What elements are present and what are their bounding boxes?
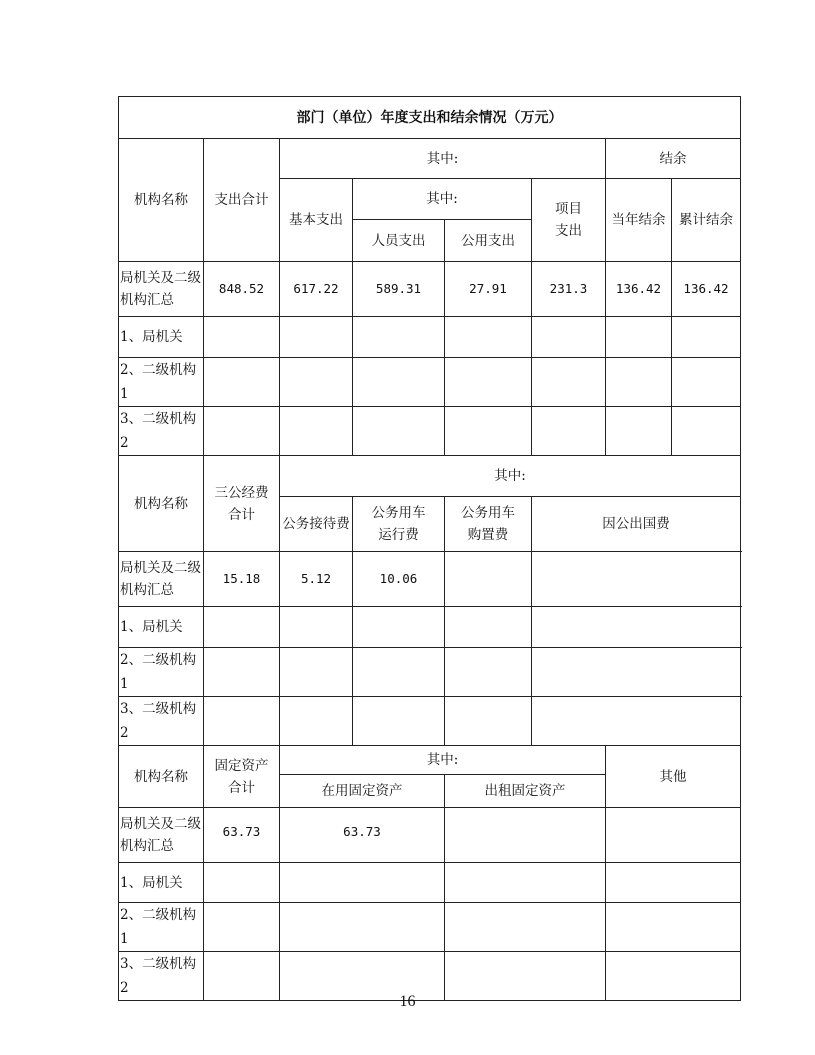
header-of-which: 其中: — [280, 456, 741, 497]
cell-total: 15.18 — [204, 552, 280, 607]
cell-public-use — [445, 358, 532, 407]
expenditure-table — [118, 96, 741, 1001]
cell-total: 848.52 — [204, 262, 280, 317]
cell-in-use: 63.73 — [280, 808, 445, 863]
cell-cumulative-surplus — [672, 407, 741, 456]
header-in-use-assets: 在用固定资产 — [280, 775, 445, 808]
row-name: 2、二级机构1 — [119, 358, 204, 407]
cell-vehicle-purchase — [445, 648, 532, 697]
table-row — [119, 607, 741, 648]
header-of-which: 其中: — [280, 139, 606, 179]
header-overseas: 因公出国费 — [532, 497, 741, 552]
cell-current-surplus — [606, 358, 672, 407]
cell-in-use — [280, 903, 445, 952]
header-fixed-assets-total — [204, 746, 280, 808]
cell-total — [204, 407, 280, 456]
cell-total — [204, 607, 280, 648]
row-name: 局机关及二级机构汇总 — [119, 552, 204, 607]
cell-other — [606, 863, 741, 903]
cell-leased — [445, 903, 606, 952]
header-three-public-total — [204, 456, 280, 552]
cell-vehicle-operation — [353, 697, 445, 746]
cell-other — [606, 808, 741, 863]
row-name: 1、局机关 — [119, 607, 204, 648]
header-total-expenditure: 支出合计 — [204, 139, 280, 262]
header-vehicle-operation — [353, 497, 445, 552]
cell-personnel: 589.31 — [353, 262, 445, 317]
expenditure-surplus-form — [118, 96, 740, 1001]
cell-vehicle-operation: 10.06 — [353, 552, 445, 607]
cell-reception — [280, 648, 353, 697]
table-row — [119, 903, 741, 952]
cell-basic — [280, 358, 353, 407]
table-row — [119, 863, 741, 903]
header-of-which: 其中: — [280, 746, 606, 775]
row-name: 局机关及二级机构汇总 — [119, 262, 204, 317]
cell-reception — [280, 697, 353, 746]
cell-reception — [280, 607, 353, 648]
table-row — [119, 358, 741, 407]
header-reception: 公务接待费 — [280, 497, 353, 552]
cell-basic — [280, 317, 353, 358]
page-number: 16 — [399, 993, 416, 1010]
header-surplus: 结余 — [606, 139, 741, 179]
header-cumulative-surplus: 累计结余 — [672, 179, 741, 262]
header-current-surplus: 当年结余 — [606, 179, 672, 262]
cell-cumulative-surplus: 136.42 — [672, 262, 741, 317]
cell-current-surplus — [606, 317, 672, 358]
header-other: 其他 — [606, 746, 741, 808]
cell-total — [204, 648, 280, 697]
cell-cumulative-surplus — [672, 358, 741, 407]
table-row — [119, 697, 741, 746]
cell-overseas — [532, 607, 741, 648]
table-row — [119, 317, 741, 358]
cell-total — [204, 358, 280, 407]
cell-public-use: 27.91 — [445, 262, 532, 317]
row-name: 1、局机关 — [119, 317, 204, 358]
cell-personnel — [353, 407, 445, 456]
cell-overseas — [532, 552, 741, 607]
cell-current-surplus — [606, 407, 672, 456]
table-row — [119, 407, 741, 456]
header-project-text: 项目支出 — [555, 201, 582, 239]
table-row — [119, 262, 741, 317]
cell-leased — [445, 863, 606, 903]
cell-other — [606, 903, 741, 952]
header-public-use: 公用支出 — [445, 220, 532, 262]
header-vehicle-purchase-text: 公务用车购置费 — [461, 505, 515, 543]
cell-cumulative-surplus — [672, 317, 741, 358]
cell-basic: 617.22 — [280, 262, 353, 317]
row-name: 2、二级机构1 — [119, 648, 204, 697]
cell-overseas — [532, 697, 741, 746]
cell-public-use — [445, 407, 532, 456]
table-row — [119, 808, 741, 863]
row-name: 局机关及二级机构汇总 — [119, 808, 204, 863]
header-vehicle-operation-text: 公务用车运行费 — [371, 505, 426, 543]
cell-project — [532, 358, 606, 407]
cell-vehicle-purchase — [445, 607, 532, 648]
row-name: 2、二级机构1 — [119, 903, 204, 952]
cell-personnel — [353, 317, 445, 358]
row-name: 3、二级机构2 — [119, 952, 204, 1001]
header-personnel: 人员支出 — [353, 220, 445, 262]
table-row — [119, 552, 741, 607]
cell-total: 63.73 — [204, 808, 280, 863]
row-name: 3、二级机构2 — [119, 697, 204, 746]
header-project-expenditure — [532, 179, 606, 262]
row-name: 3、二级机构2 — [119, 407, 204, 456]
cell-current-surplus: 136.42 — [606, 262, 672, 317]
cell-reception: 5.12 — [280, 552, 353, 607]
header-basic-expenditure: 基本支出 — [280, 179, 353, 262]
table-title: 部门（单位）年度支出和结余情况（万元） — [119, 97, 741, 139]
cell-total — [204, 697, 280, 746]
cell-total — [204, 863, 280, 903]
header-leased-assets: 出租固定资产 — [445, 775, 606, 808]
cell-project — [532, 407, 606, 456]
row-name: 1、局机关 — [119, 863, 204, 903]
header-three-public-text: 三公经费合计 — [214, 484, 269, 523]
cell-personnel — [353, 358, 445, 407]
cell-in-use — [280, 863, 445, 903]
cell-total — [204, 317, 280, 358]
cell-public-use — [445, 317, 532, 358]
cell-vehicle-purchase — [445, 552, 532, 607]
cell-project: 231.3 — [532, 262, 606, 317]
cell-project — [532, 317, 606, 358]
header-org-name: 机构名称 — [119, 139, 204, 262]
header-of-which-sub: 其中: — [353, 179, 532, 220]
cell-leased — [445, 808, 606, 863]
cell-vehicle-operation — [353, 648, 445, 697]
header-org-name: 机构名称 — [119, 456, 204, 552]
cell-total — [204, 903, 280, 952]
cell-basic — [280, 407, 353, 456]
table-row — [119, 648, 741, 697]
header-vehicle-purchase — [445, 497, 532, 552]
cell-vehicle-purchase — [445, 697, 532, 746]
cell-overseas — [532, 648, 741, 697]
header-org-name: 机构名称 — [119, 746, 204, 808]
header-fixed-assets-text: 固定资产合计 — [214, 757, 269, 796]
cell-vehicle-operation — [353, 607, 445, 648]
